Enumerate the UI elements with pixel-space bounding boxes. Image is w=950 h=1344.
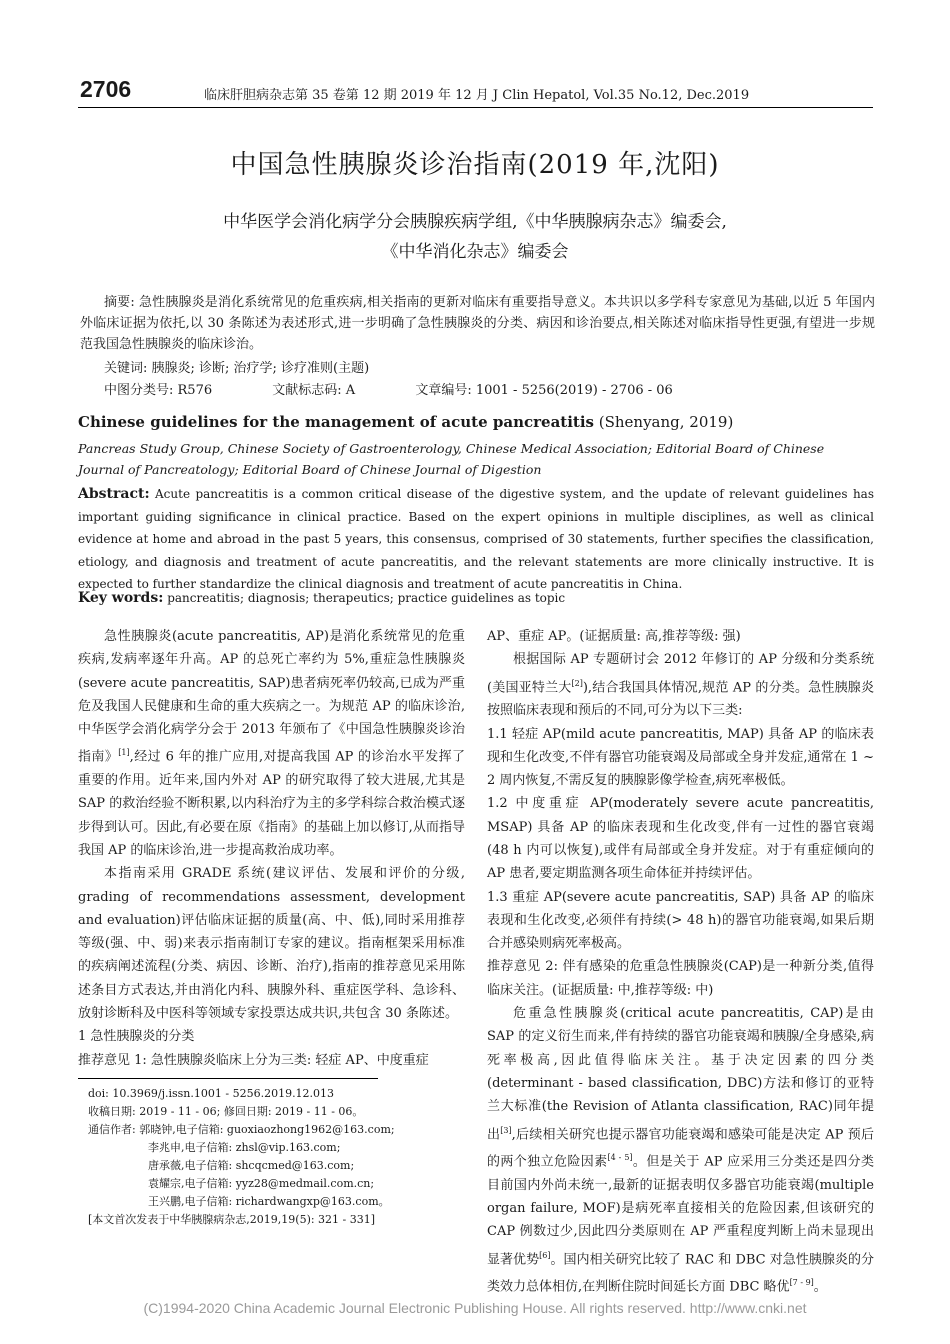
clc-number: 中图分类号: R576 [104, 383, 213, 398]
english-abstract [78, 483, 874, 596]
article-number: 文章编号: 1001 - 5256(2019) - 2706 - 06 [415, 383, 673, 398]
footnote-rule [78, 1078, 378, 1079]
classification-line [104, 379, 729, 398]
received-dates: 收稿日期: 2019 - 11 - 06; 修回日期: 2019 - 11 - 06。 [88, 1105, 364, 1118]
contact-line: 唐承薇,电子信箱: shcqcmed@163.com; [148, 1159, 355, 1172]
paragraph: 危重急性胰腺炎(critical acute pancreatitis, CAP)是由 SAP 的定义衍生而来,伴有持续的器官功能衰竭和胰腺/全身感染,病死率极高,因此值得临床关注。基于决定因素的四分类(determinant - based classification, DBC)方法和修订的亚特兰大标准(the Revision of Atlanta classification, RAC)同年提出[3],后续相关研究也提示器官功能衰竭和感染可能是决定 AP 预后的两个独立危险因素[4 - 5]。但是关于 AP 应采用三分类还是四分类目前国内外尚未统一,最新的证据表明仅多器官功能衰竭(multiple organ failure, MOF)是病死率直接相关的危险因素,但该研究的 CAP 例数过少,因此四分类原则在 AP 严重程度判断上尚未显现出显著优势[6]。国内相关研究比较了 RAC 和 DBC 对急性胰腺炎的分类效力总体相仿,在判断住院时间延长方面 DBC 略优[7 - 9]。 [487, 1006, 874, 1295]
abstract-label: Abstract: [78, 486, 150, 502]
footnote [88, 1085, 468, 1229]
contact-line: 袁耀宗,电子信箱: yyz28@medmail.com.cn; [148, 1177, 375, 1190]
subsection-1-2: 1.2 中度重症 AP(moderately severe acute pancreatitis, MSAP) 具备 AP 的临床表现和生化改变,伴有一过性的器官衰竭(48 h 内可以恢复),或伴有局部或全身并发症。对于有重症倾向的 AP 患者,要定期监测各项生命体征并持续评估。 [487, 796, 874, 882]
original-source: [本文首次发表于中华胰腺病杂志,2019,19(5): 321 - 331] [88, 1213, 376, 1226]
authors-line-1: 中华医学会消化病学分会胰腺疾病学组,《中华胰腺病杂志》编委会, [223, 212, 727, 232]
citation: [1] [118, 748, 130, 758]
citation: [3] [500, 1125, 512, 1135]
english-title [78, 413, 733, 431]
subsection-1-3: 1.3 重症 AP(severe acute pancreatitis, SAP) 具备 AP 的临床表现和生化改变,必须伴有持续(> 48 h)的器官功能衰竭,如果后期合并感染则病死率极高。 [487, 889, 874, 952]
keywords-text: pancreatitis; diagnosis; therapeutics; practice guidelines as topic [163, 591, 566, 605]
abstract-text: Acute pancreatitis is a common critical disease of the digestive system, and the update of relevant guidelines has important guiding significance in clinical practice. Based on the expert opinions in multiple disciplines, as well as clinical evidence at home and abroad in the past 5 years, this consensus, comprised of 30 statements, further specifies the classification, etiology, and diagnosis and treatment of acute pancreatitis, and the relevant statements are more clinically instructive. It is expected to further standardize the clinical diagnosis and treatment of acute pancreatitis in China. [78, 487, 874, 591]
page-number: 2706 [80, 76, 132, 102]
paragraph: 根据国际 AP 专题研讨会 2012 年修订的 AP 分级和分类系统(美国亚特兰大[2]),结合我国具体情况,规范 AP 的分类。急性胰腺炎按照临床表现和预后的不同,可分为以下三类: [487, 652, 874, 719]
subsection-1-1: 1.1 轻症 AP(mild acute pancreatitis, MAP) 具备 AP 的临床表现和生化改变,不伴有器官功能衰竭及局部或全身并发症,通常在 1 ~ 2 周内恢复,不需反复的胰腺影像学检查,病死率极低。 [487, 726, 874, 789]
abstract-cn: 摘要: 急性胰腺炎是消化系统常见的危重疾病,相关指南的更新对临床有重要指导意义。本共识以多学科专家意见为基础,以近 5 年国内外临床证据为依托,以 30 条陈述为表述形式,进一步明确了急性胰腺炎的分类、病因和诊治要点,相关陈述对临床指导性更强,有望进一步规范我国急性胰腺炎的临床诊治。 [80, 295, 875, 352]
citation: [4 - 5] [607, 1153, 633, 1163]
authors [150, 207, 800, 267]
english-title-suffix: (Shenyang, 2019) [593, 413, 734, 431]
paragraph: 本指南采用 GRADE 系统(建议评估、发展和评价的分级, grading of recommendations assessment, development and evaluation)评估临床证据的质量(高、中、低),同时采用推荐等级(强、中、弱)来表示指南制订专家的建议。指南框架采用标准的疾病阐述流程(分类、病因、诊断、治疗),指南的推荐意见采用陈述条目方式表达,并由消化内科、胰腺外科、重症医学科、急诊科、放射诊断科及中医科等领域专家投票达成共识,共包含 30 条陈述。 [78, 866, 465, 1022]
recommendation: 推荐意见 2: 伴有感染的危重急性胰腺炎(CAP)是一种新分类,值得临床关注。(证据质量: 中,推荐等级: 中) [487, 959, 874, 998]
paper-title: 中国急性胰腺炎诊治指南(2019 年,沈阳) [230, 150, 720, 180]
copyright-watermark: (C)1994-2020 China Academic Journal Electronic Publishing House. All rights reserved. http://www.cnki.net [143, 1300, 807, 1316]
contact-line: 通信作者: 郭晓钟,电子信箱: guoxiaozhong1962@163.com; [88, 1123, 395, 1136]
header-rule [78, 107, 873, 108]
citation: [6] [539, 1250, 551, 1260]
section-heading: 1 急性胰腺炎的分类 [78, 1029, 195, 1045]
authors-line-2: 《中华消化杂志》编委会 [381, 242, 569, 262]
recommendation-continued: AP、重症 AP。(证据质量: 高,推荐等级: 强) [487, 629, 741, 644]
keywords-label: Key words: [78, 590, 164, 606]
citation: [2] [571, 678, 583, 688]
contact-line: 王兴鹏,电子信箱: richardwangxp@163.com。 [148, 1195, 390, 1208]
doi: doi: 10.3969/j.issn.1001 - 5256.2019.12.013 [88, 1087, 335, 1100]
document-code: 文献标志码: A [272, 383, 356, 398]
english-title-main: Chinese guidelines for the management of acute pancreatitis [78, 413, 594, 431]
citation: [7 - 9] [789, 1278, 814, 1288]
contact-line: 李兆申,电子信箱: zhsl@vip.163.com; [148, 1141, 341, 1154]
english-keywords [78, 590, 565, 606]
keywords-cn: 关键词: 胰腺炎; 诊断; 治疗学; 诊疗准则(主题) [104, 361, 370, 376]
journal-header: 临床肝胆病杂志第 35 卷第 12 期 2019 年 12 月 J Clin Hepatol, Vol.35 No.12, Dec.2019 [204, 88, 750, 103]
body-right-column [487, 625, 874, 1299]
paragraph: 急性胰腺炎(acute pancreatitis, AP)是消化系统常见的危重疾病,发病率逐年升高。AP 的总死亡率约为 5%,重症急性胰腺炎(severe acute pancreatitis, SAP)患者病死率仍较高,已成为严重危及我国人民健康和生命的重大疾病之一。为规范 AP 的临床诊治,中华医学会消化病学分会于 2013 年颁布了《中国急性胰腺炎诊治指南》[1],经过 6 年的推广应用,对提高我国 AP 的诊治水平发挥了重要的作用。近年来,国内外对 AP 的研究取得了较大进展,尤其是 SAP 的救治经验不断积累,以内科治疗为主的多学科综合救治模式逐步得到认可。因此,有必要在原《指南》的基础上加以修订,从而指导我国 AP 的临床诊治,进一步提高救治成功率。 [78, 629, 465, 858]
english-authors: Pancreas Study Group, Chinese Society of Gastroenterology, Chinese Medical Association; Editorial Board of Chinese Journal of Pancreatology; Editorial Board of Chinese Journal of Digestion [78, 441, 825, 477]
recommendation: 推荐意见 1: 急性胰腺炎临床上分为三类: 轻症 AP、中度重症 [78, 1052, 429, 1068]
body-left-column [78, 625, 465, 1072]
